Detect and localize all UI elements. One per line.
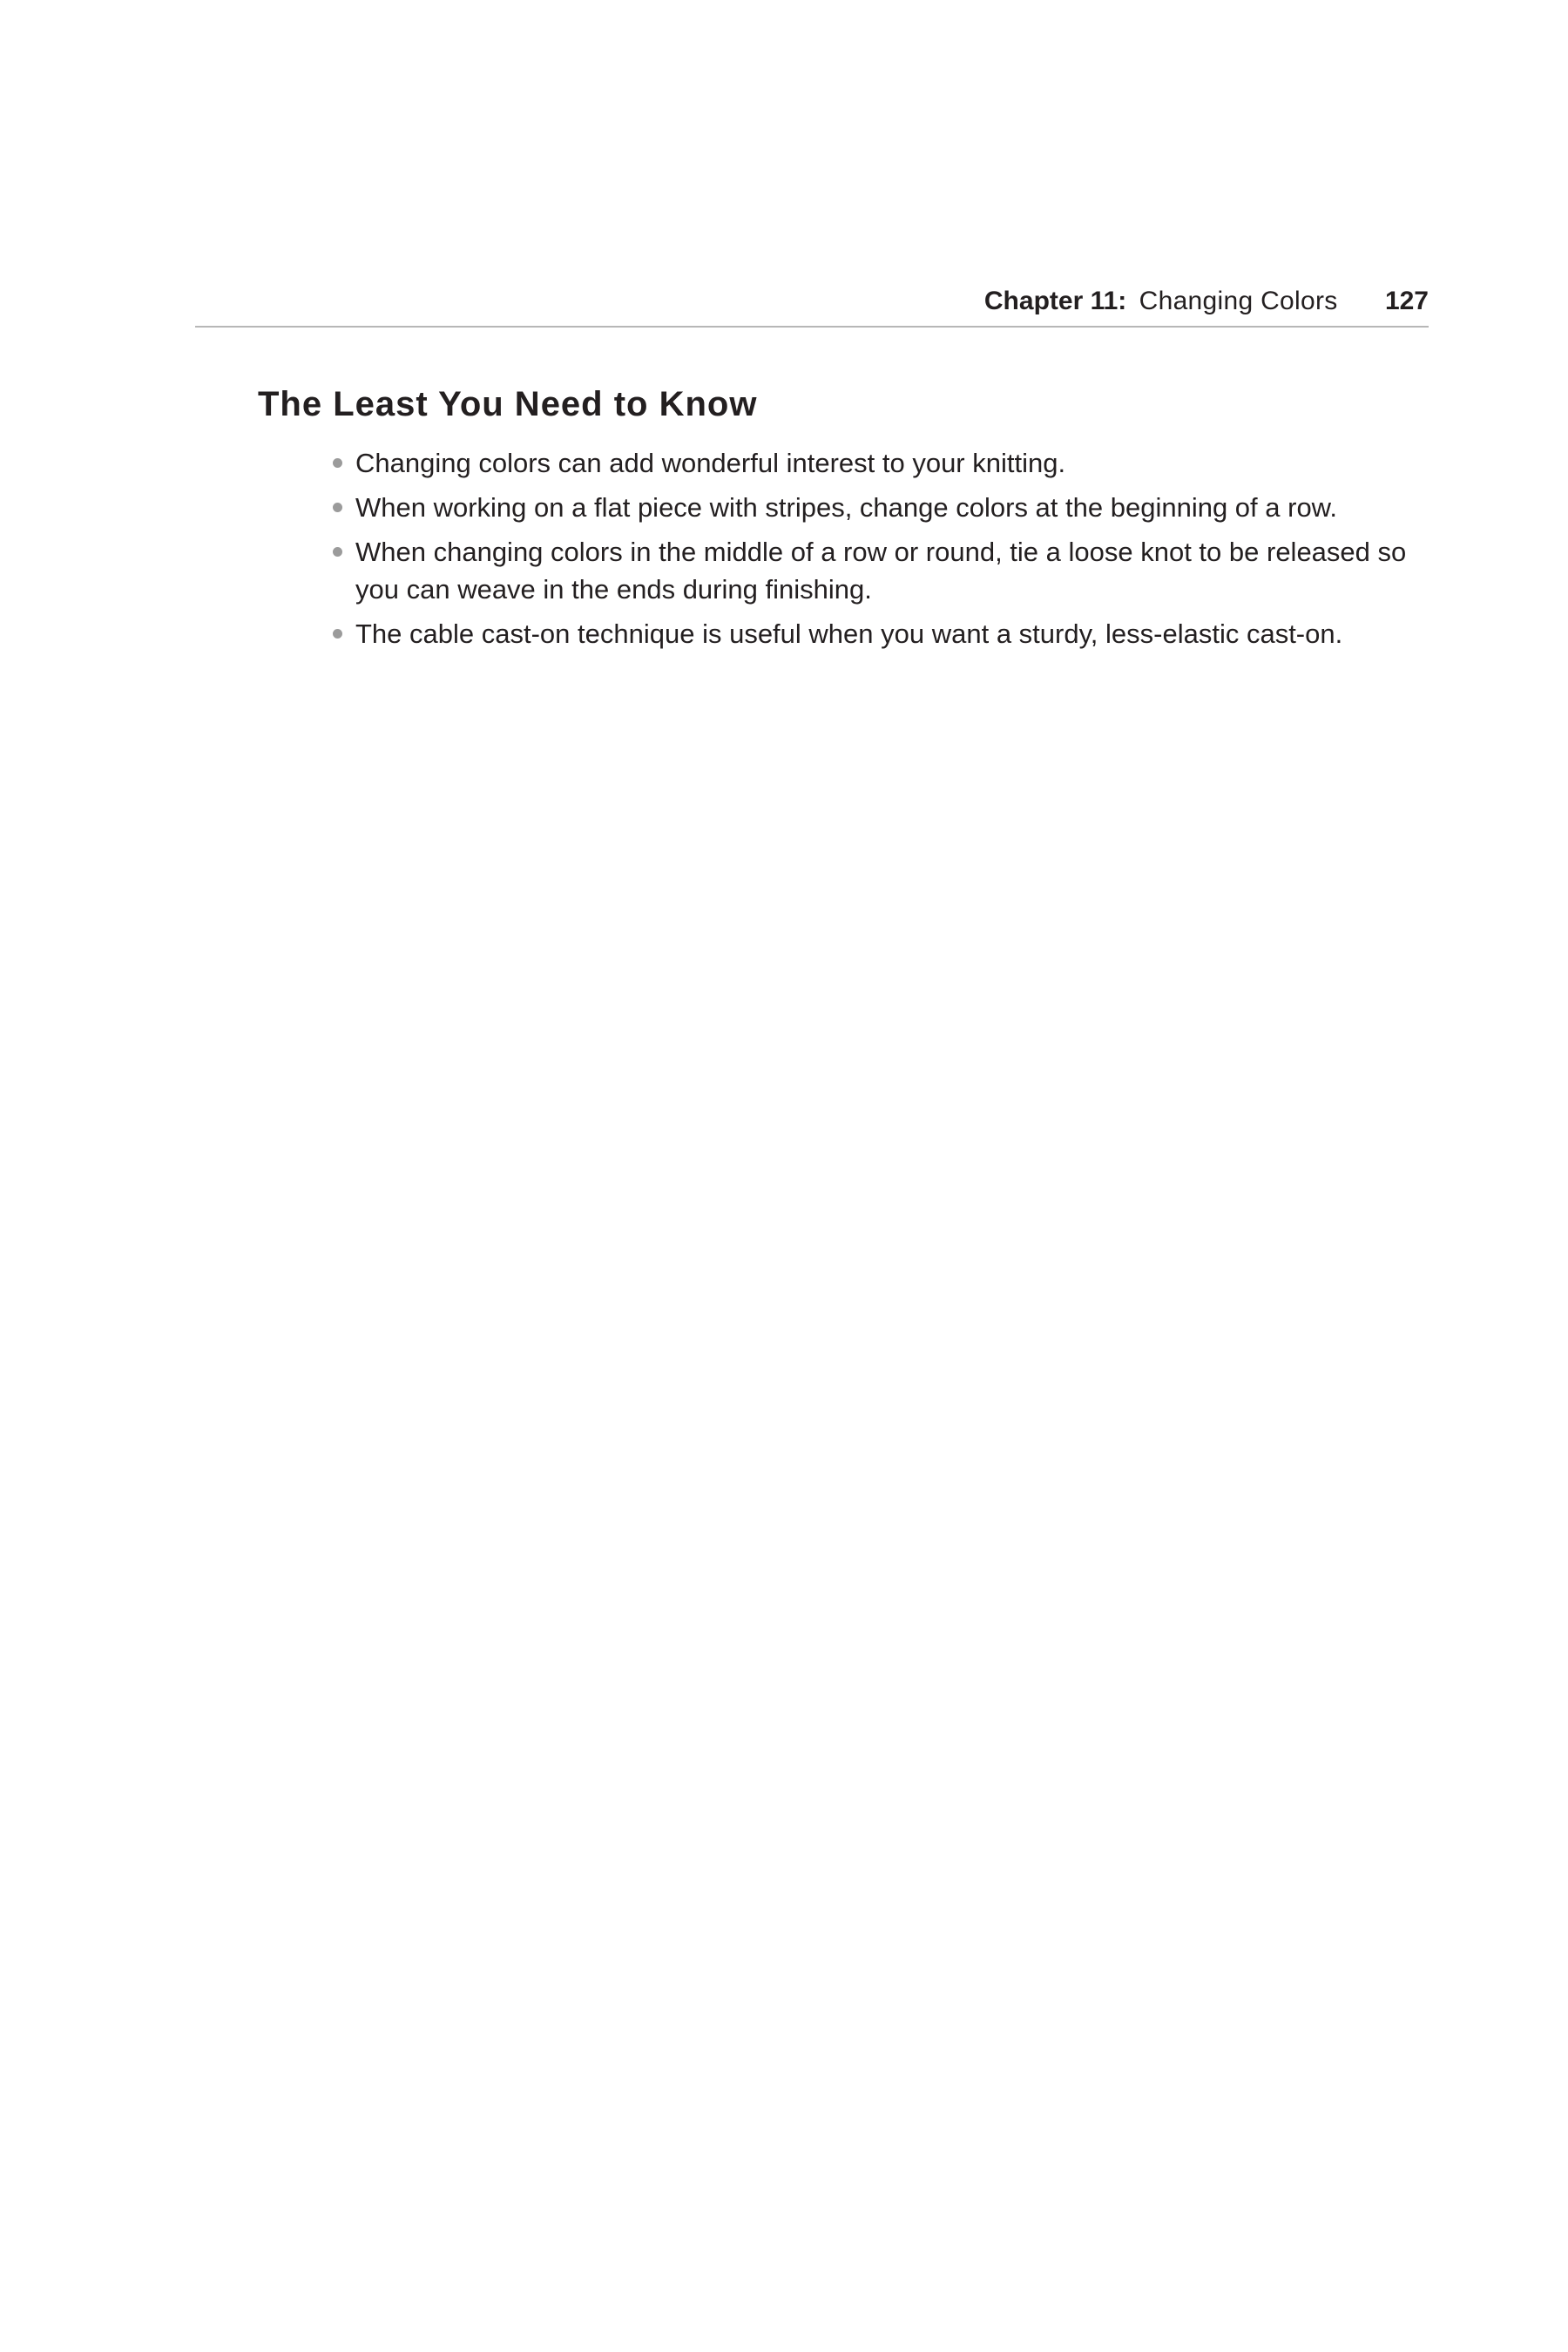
summary-bullet-list [258, 444, 1434, 652]
bullet-icon [333, 458, 342, 468]
bullet-text: Changing colors can add wonderful interest to your knitting. [355, 448, 1066, 478]
bullet-text: The cable cast-on technique is useful when you want a sturdy, less-elastic cast-on. [355, 618, 1343, 649]
bullet-icon [333, 547, 342, 557]
chapter-title: Changing Colors [1139, 287, 1338, 315]
bullet-text: When working on a flat piece with stripes, change colors at the beginning of a row. [355, 492, 1337, 523]
summary-section [258, 383, 1434, 659]
chapter-label: Chapter 11: [983, 287, 1127, 315]
bullet-icon [333, 629, 342, 639]
header-text [984, 286, 1429, 317]
list-item [355, 444, 1434, 482]
bullet-text: When changing colors in the middle of a row or round, tie a loose knot to be released so you can weave in the ends during finishing. [355, 537, 1407, 605]
running-header [195, 277, 1429, 328]
list-item [355, 615, 1434, 652]
section-heading: The Least You Need to Know [258, 385, 758, 423]
list-item [355, 533, 1434, 608]
page-number: 127 [1384, 287, 1429, 315]
list-item [355, 489, 1434, 526]
bullet-icon [333, 503, 342, 512]
